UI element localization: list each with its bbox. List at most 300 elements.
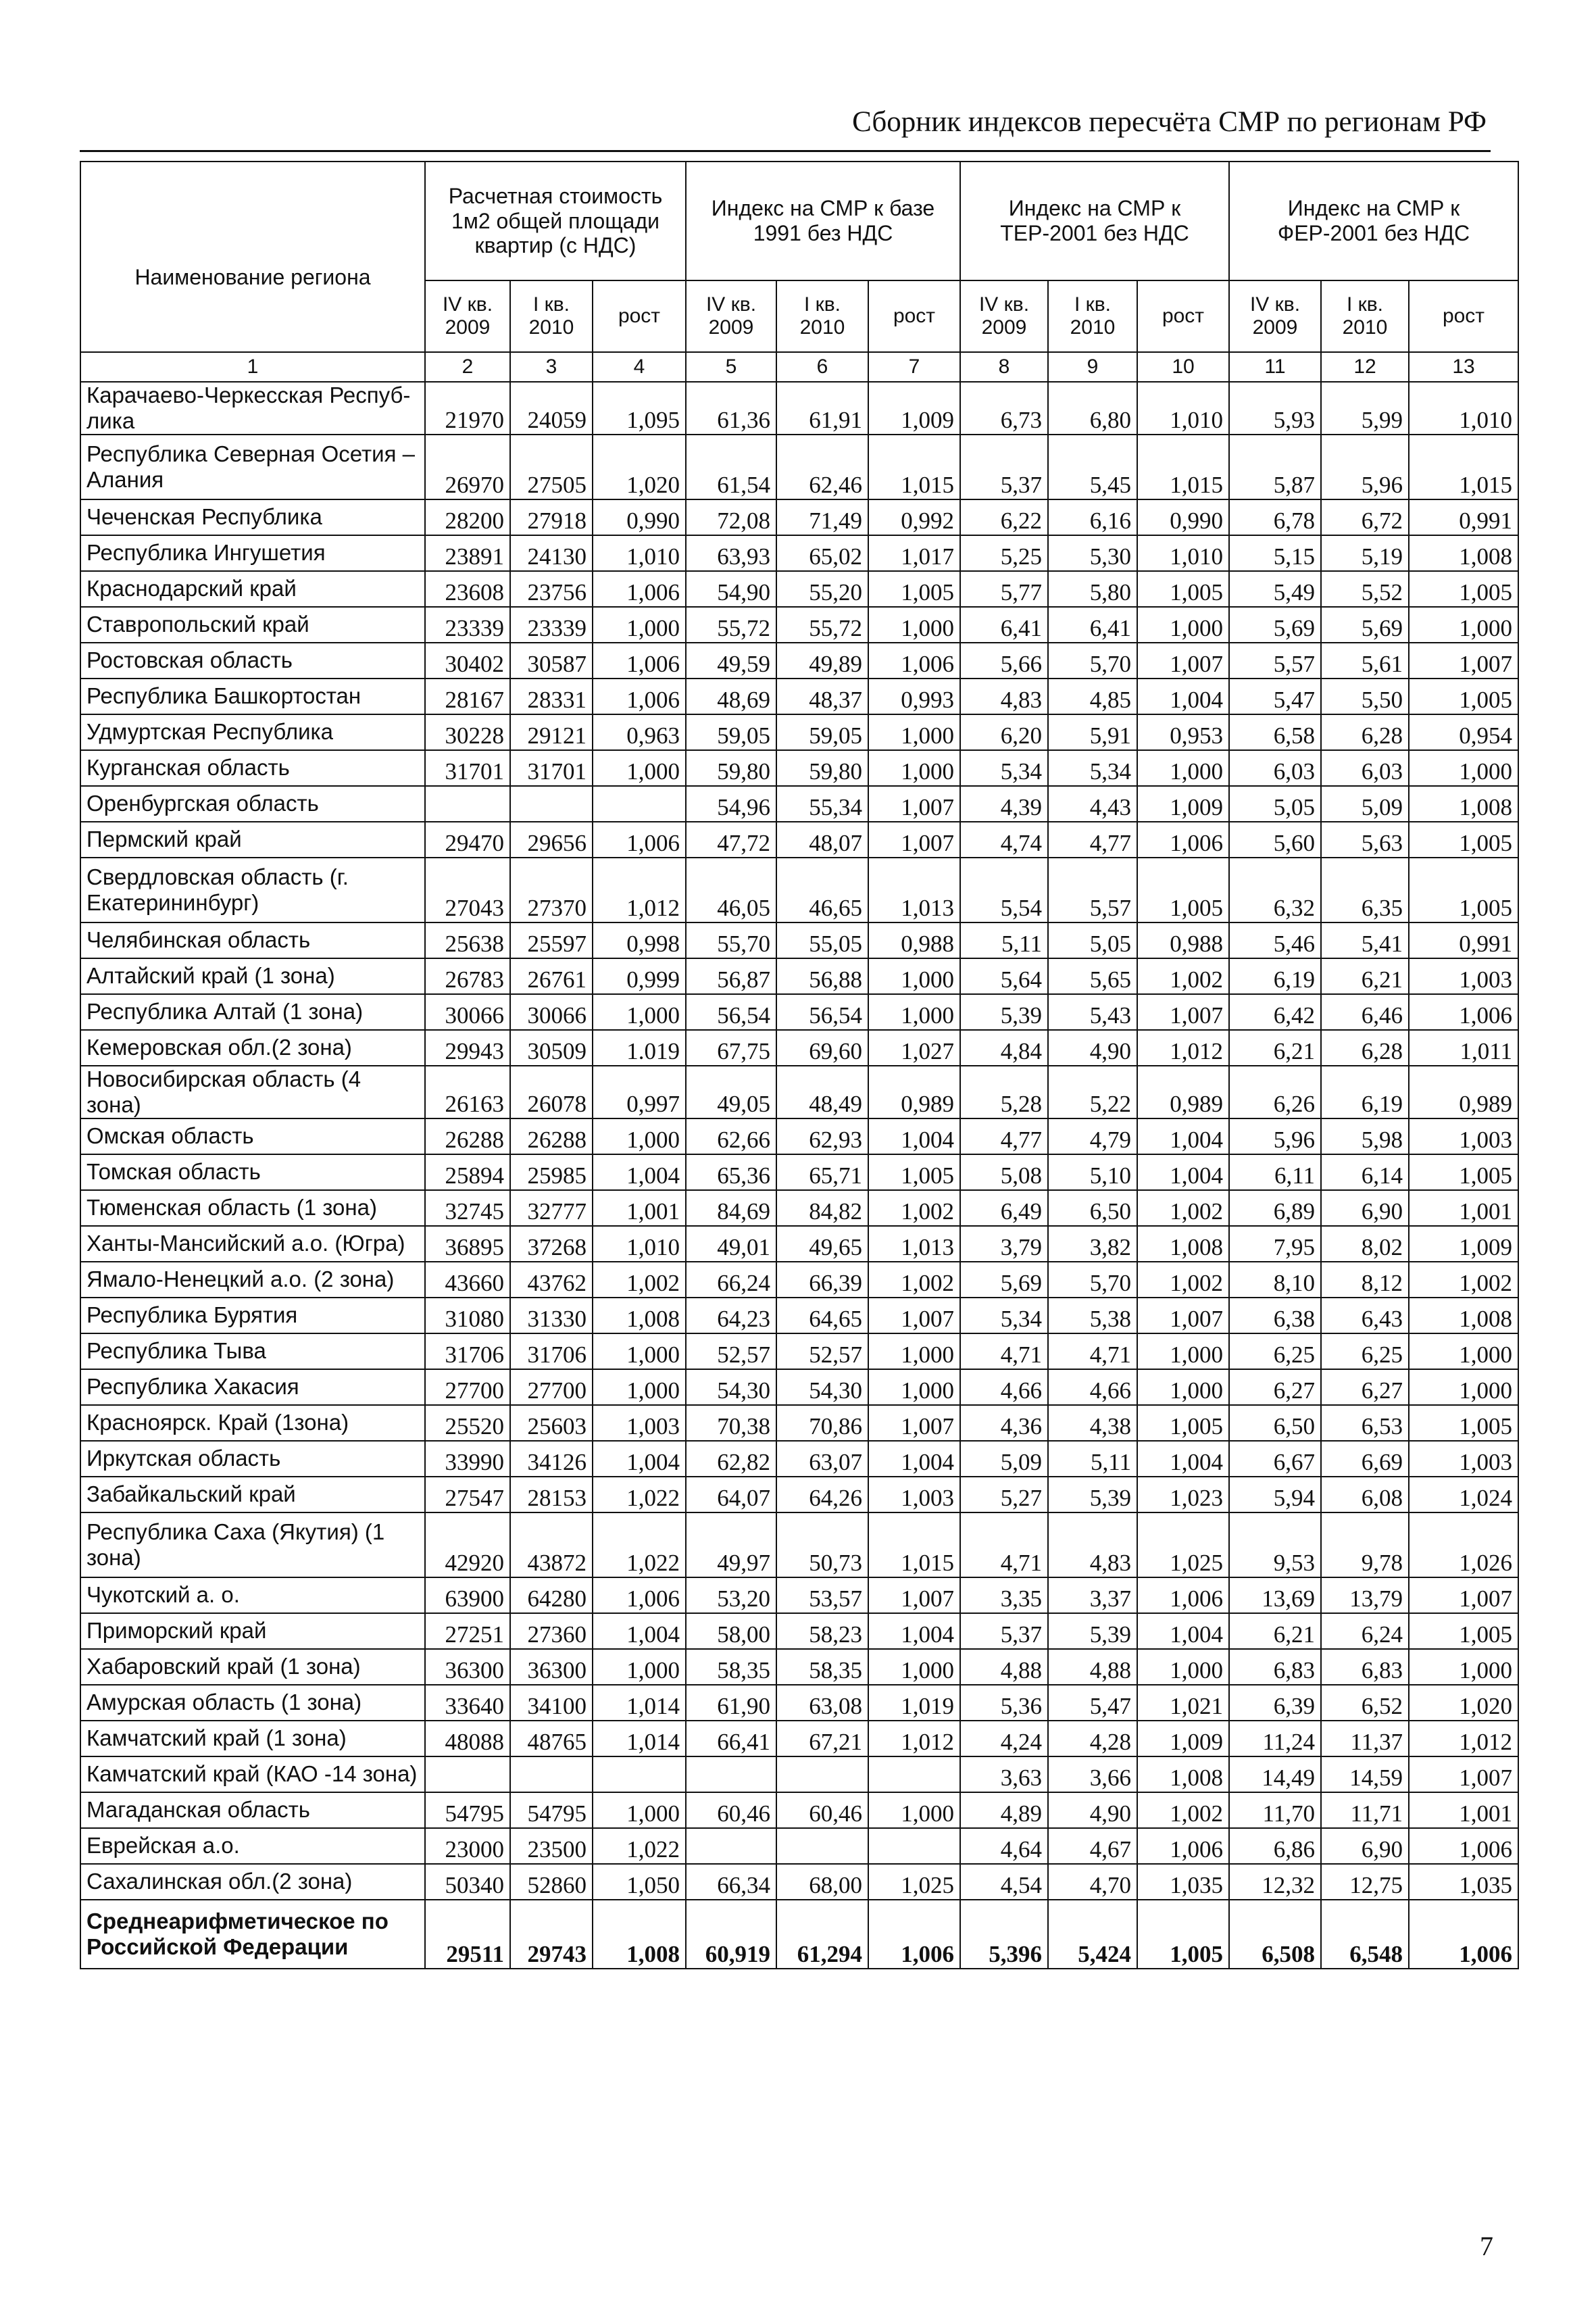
value-cell: 1,007 xyxy=(868,1577,960,1613)
region-name: Республика Тыва xyxy=(80,1333,425,1369)
table-row xyxy=(80,1828,1518,1864)
value-cell xyxy=(776,1756,868,1792)
value-cell: 1,008 xyxy=(593,1900,686,1969)
value-cell: 36300 xyxy=(425,1649,510,1685)
value-cell: 72,08 xyxy=(686,499,776,535)
value-cell: 71,49 xyxy=(776,499,868,535)
value-cell: 4,28 xyxy=(1048,1721,1137,1756)
value-cell: 6,20 xyxy=(960,714,1048,750)
value-cell: 54,30 xyxy=(686,1369,776,1405)
value-cell: 6,21 xyxy=(1229,1613,1321,1649)
value-cell: 1,004 xyxy=(868,1613,960,1649)
region-name: Еврейская а.о. xyxy=(80,1828,425,1864)
value-cell: 5,38 xyxy=(1048,1298,1137,1333)
value-cell: 53,57 xyxy=(776,1577,868,1613)
value-cell: 11,70 xyxy=(1229,1792,1321,1828)
value-cell: 6,53 xyxy=(1321,1405,1409,1441)
value-cell: 1,022 xyxy=(593,1477,686,1512)
value-cell: 14,49 xyxy=(1229,1756,1321,1792)
table-row xyxy=(80,1649,1518,1685)
header-rule xyxy=(80,150,1491,152)
value-cell: 27360 xyxy=(510,1613,593,1649)
value-cell: 1,003 xyxy=(1409,958,1518,994)
value-cell: 1,000 xyxy=(593,607,686,643)
value-cell: 6,28 xyxy=(1321,714,1409,750)
value-cell: 32745 xyxy=(425,1190,510,1226)
value-cell: 4,88 xyxy=(1048,1649,1137,1685)
value-cell: 1,022 xyxy=(593,1512,686,1577)
value-cell: 55,34 xyxy=(776,786,868,822)
value-cell: 4,70 xyxy=(1048,1864,1137,1900)
value-cell: 1,025 xyxy=(1137,1512,1229,1577)
value-cell: 9,78 xyxy=(1321,1512,1409,1577)
value-cell: 6,21 xyxy=(1321,958,1409,994)
value-cell: 5,65 xyxy=(1048,958,1137,994)
value-cell: 14,59 xyxy=(1321,1756,1409,1792)
value-cell: 1,017 xyxy=(868,535,960,571)
value-cell: 61,294 xyxy=(776,1900,868,1969)
value-cell: 6,80 xyxy=(1048,382,1137,435)
value-cell: 1,002 xyxy=(1137,958,1229,994)
value-cell: 1,000 xyxy=(1137,1333,1229,1369)
value-cell: 1,010 xyxy=(1137,535,1229,571)
value-cell: 1,004 xyxy=(1137,1441,1229,1477)
region-name: Карачаево-Черкесская Респуб-лика xyxy=(80,382,425,435)
value-cell: 1,008 xyxy=(1137,1226,1229,1262)
value-cell: 1,003 xyxy=(868,1477,960,1512)
value-cell: 54,90 xyxy=(686,571,776,607)
subheader: IV кв. 2009 xyxy=(1229,280,1321,352)
table-row xyxy=(80,1298,1518,1333)
value-cell: 1,005 xyxy=(1137,1900,1229,1969)
value-cell: 69,60 xyxy=(776,1030,868,1066)
value-cell: 1,002 xyxy=(1137,1262,1229,1298)
value-cell: 1,012 xyxy=(1409,1721,1518,1756)
value-cell: 64280 xyxy=(510,1577,593,1613)
value-cell xyxy=(593,786,686,822)
value-cell: 29511 xyxy=(425,1900,510,1969)
value-cell: 50,73 xyxy=(776,1512,868,1577)
value-cell: 5,37 xyxy=(960,435,1048,499)
value-cell: 1,008 xyxy=(1409,786,1518,822)
value-cell: 0,988 xyxy=(1137,922,1229,958)
value-cell: 1,006 xyxy=(868,1900,960,1969)
value-cell: 59,05 xyxy=(686,714,776,750)
value-cell: 31701 xyxy=(510,750,593,786)
table-row xyxy=(80,382,1518,435)
value-cell: 6,41 xyxy=(1048,607,1137,643)
value-cell: 55,05 xyxy=(776,922,868,958)
value-cell: 1,006 xyxy=(593,571,686,607)
value-cell: 30228 xyxy=(425,714,510,750)
value-cell: 1,000 xyxy=(1137,607,1229,643)
value-cell: 54,30 xyxy=(776,1369,868,1405)
value-cell: 1,004 xyxy=(593,1613,686,1649)
value-cell: 1,026 xyxy=(1409,1512,1518,1577)
region-name: Ставропольский край xyxy=(80,607,425,643)
value-cell: 4,71 xyxy=(960,1512,1048,1577)
value-cell: 0,991 xyxy=(1409,922,1518,958)
region-name: Хабаровский край (1 зона) xyxy=(80,1649,425,1685)
value-cell: 1,000 xyxy=(593,1649,686,1685)
value-cell: 1,005 xyxy=(1409,822,1518,858)
table-row xyxy=(80,858,1518,922)
value-cell: 4,67 xyxy=(1048,1828,1137,1864)
value-cell: 33640 xyxy=(425,1685,510,1721)
value-cell: 64,65 xyxy=(776,1298,868,1333)
value-cell: 8,12 xyxy=(1321,1262,1409,1298)
value-cell: 6,27 xyxy=(1229,1369,1321,1405)
value-cell: 29943 xyxy=(425,1030,510,1066)
value-cell: 32777 xyxy=(510,1190,593,1226)
value-cell: 1,000 xyxy=(1409,1369,1518,1405)
value-cell: 1,004 xyxy=(1137,1118,1229,1154)
value-cell: 33990 xyxy=(425,1441,510,1477)
region-name: Республика Бурятия xyxy=(80,1298,425,1333)
value-cell: 1,005 xyxy=(1409,858,1518,922)
value-cell: 1,000 xyxy=(868,1649,960,1685)
value-cell: 4,90 xyxy=(1048,1792,1137,1828)
value-cell: 1,002 xyxy=(868,1262,960,1298)
value-cell: 1,006 xyxy=(593,643,686,679)
value-cell: 49,01 xyxy=(686,1226,776,1262)
value-cell: 5,87 xyxy=(1229,435,1321,499)
value-cell: 26163 xyxy=(425,1066,510,1118)
value-cell: 0,954 xyxy=(1409,714,1518,750)
value-cell: 25597 xyxy=(510,922,593,958)
value-cell: 6,42 xyxy=(1229,994,1321,1030)
value-cell: 25985 xyxy=(510,1154,593,1190)
value-cell: 62,93 xyxy=(776,1118,868,1154)
value-cell xyxy=(425,786,510,822)
value-cell: 1,012 xyxy=(868,1721,960,1756)
value-cell: 6,32 xyxy=(1229,858,1321,922)
value-cell: 6,72 xyxy=(1321,499,1409,535)
value-cell: 5,45 xyxy=(1048,435,1137,499)
value-cell: 28153 xyxy=(510,1477,593,1512)
value-cell: 0,963 xyxy=(593,714,686,750)
value-cell: 1,027 xyxy=(868,1030,960,1066)
value-cell: 26288 xyxy=(425,1118,510,1154)
value-cell: 6,24 xyxy=(1321,1613,1409,1649)
value-cell: 23608 xyxy=(425,571,510,607)
subheader: I кв. 2010 xyxy=(1321,280,1409,352)
value-cell: 0,991 xyxy=(1409,499,1518,535)
value-cell: 31330 xyxy=(510,1298,593,1333)
table-row xyxy=(80,922,1518,958)
value-cell: 49,89 xyxy=(776,643,868,679)
value-cell: 4,77 xyxy=(1048,822,1137,858)
value-cell: 6,83 xyxy=(1229,1649,1321,1685)
column-number: 4 xyxy=(593,352,686,382)
value-cell: 3,37 xyxy=(1048,1577,1137,1613)
value-cell: 6,25 xyxy=(1321,1333,1409,1369)
value-cell: 4,36 xyxy=(960,1405,1048,1441)
value-cell: 56,54 xyxy=(776,994,868,1030)
value-cell: 1,001 xyxy=(1409,1792,1518,1828)
value-cell: 62,46 xyxy=(776,435,868,499)
value-cell: 0,998 xyxy=(593,922,686,958)
region-name: Ямало-Ненецкий а.о. (2 зона) xyxy=(80,1262,425,1298)
value-cell: 66,39 xyxy=(776,1262,868,1298)
value-cell: 67,75 xyxy=(686,1030,776,1066)
value-cell: 56,87 xyxy=(686,958,776,994)
value-cell xyxy=(776,1828,868,1864)
value-cell: 4,83 xyxy=(960,679,1048,714)
value-cell: 1,000 xyxy=(593,750,686,786)
value-cell: 56,88 xyxy=(776,958,868,994)
value-cell: 60,919 xyxy=(686,1900,776,1969)
value-cell: 1,005 xyxy=(1137,858,1229,922)
value-cell: 3,63 xyxy=(960,1756,1048,1792)
value-cell: 6,39 xyxy=(1229,1685,1321,1721)
value-cell: 1,004 xyxy=(868,1118,960,1154)
value-cell: 5,36 xyxy=(960,1685,1048,1721)
value-cell: 6,38 xyxy=(1229,1298,1321,1333)
value-cell: 48,37 xyxy=(776,679,868,714)
subheader: I кв. 2010 xyxy=(1048,280,1137,352)
column-number: 2 xyxy=(425,352,510,382)
table-row xyxy=(80,994,1518,1030)
subheader: I кв. 2010 xyxy=(776,280,868,352)
table-row xyxy=(80,499,1518,535)
value-cell: 1,012 xyxy=(1137,1030,1229,1066)
value-cell: 23891 xyxy=(425,535,510,571)
value-cell: 6,27 xyxy=(1321,1369,1409,1405)
value-cell: 6,19 xyxy=(1321,1066,1409,1118)
value-cell: 1,005 xyxy=(1409,571,1518,607)
subheader: IV кв. 2009 xyxy=(686,280,776,352)
value-cell: 5,57 xyxy=(1048,858,1137,922)
value-cell: 5,424 xyxy=(1048,1900,1137,1969)
value-cell: 6,14 xyxy=(1321,1154,1409,1190)
value-cell xyxy=(593,1756,686,1792)
table-row xyxy=(80,1262,1518,1298)
value-cell: 1,024 xyxy=(1409,1477,1518,1512)
value-cell: 5,25 xyxy=(960,535,1048,571)
value-cell: 6,41 xyxy=(960,607,1048,643)
value-cell: 1,013 xyxy=(868,858,960,922)
value-cell: 6,69 xyxy=(1321,1441,1409,1477)
region-name: Пермский край xyxy=(80,822,425,858)
value-cell: 27918 xyxy=(510,499,593,535)
value-cell: 6,19 xyxy=(1229,958,1321,994)
value-cell: 1,000 xyxy=(1409,1333,1518,1369)
region-name: Оренбургская область xyxy=(80,786,425,822)
table-row xyxy=(80,1512,1518,1577)
value-cell: 1,009 xyxy=(1137,1721,1229,1756)
value-cell: 1,008 xyxy=(1409,535,1518,571)
region-name: Новосибирская область (4 зона) xyxy=(80,1066,425,1118)
value-cell: 46,05 xyxy=(686,858,776,922)
value-cell: 0,992 xyxy=(868,499,960,535)
value-cell: 5,66 xyxy=(960,643,1048,679)
value-cell: 5,70 xyxy=(1048,643,1137,679)
value-cell: 1,003 xyxy=(1409,1118,1518,1154)
group-header-ter: Индекс на СМР к ТЕР-2001 без НДС xyxy=(960,162,1229,280)
value-cell: 26783 xyxy=(425,958,510,994)
value-cell: 26970 xyxy=(425,435,510,499)
value-cell: 56,54 xyxy=(686,994,776,1030)
region-name: Республика Алтай (1 зона) xyxy=(80,994,425,1030)
value-cell: 5,396 xyxy=(960,1900,1048,1969)
value-cell: 6,08 xyxy=(1321,1477,1409,1512)
region-name: Среднеарифметическое по Российской Федерации xyxy=(80,1900,425,1969)
table-row xyxy=(80,1154,1518,1190)
value-cell: 1,000 xyxy=(868,1333,960,1369)
value-cell: 6,25 xyxy=(1229,1333,1321,1369)
value-cell: 1,095 xyxy=(593,382,686,435)
value-cell: 1,000 xyxy=(868,994,960,1030)
table-row xyxy=(80,1613,1518,1649)
value-cell: 1,007 xyxy=(1137,643,1229,679)
region-name: Сахалинская обл.(2 зона) xyxy=(80,1864,425,1900)
value-cell: 42920 xyxy=(425,1512,510,1577)
subheader: рост xyxy=(1409,280,1518,352)
value-cell: 1,000 xyxy=(868,958,960,994)
value-cell: 1,004 xyxy=(593,1154,686,1190)
value-cell: 1,010 xyxy=(593,535,686,571)
value-cell: 1,002 xyxy=(868,1190,960,1226)
value-cell: 8,02 xyxy=(1321,1226,1409,1262)
value-cell: 6,83 xyxy=(1321,1649,1409,1685)
value-cell: 34100 xyxy=(510,1685,593,1721)
value-cell: 48,49 xyxy=(776,1066,868,1118)
column-number: 5 xyxy=(686,352,776,382)
value-cell: 1,005 xyxy=(1137,571,1229,607)
region-name: Магаданская область xyxy=(80,1792,425,1828)
value-cell: 5,27 xyxy=(960,1477,1048,1512)
value-cell: 1,006 xyxy=(593,1577,686,1613)
value-cell: 58,35 xyxy=(776,1649,868,1685)
value-cell: 5,94 xyxy=(1229,1477,1321,1512)
value-cell: 1,003 xyxy=(1409,1441,1518,1477)
column-number: 3 xyxy=(510,352,593,382)
value-cell: 1,006 xyxy=(1409,994,1518,1030)
subheader: рост xyxy=(868,280,960,352)
value-cell: 5,52 xyxy=(1321,571,1409,607)
value-cell: 48765 xyxy=(510,1721,593,1756)
value-cell: 6,03 xyxy=(1321,750,1409,786)
table-row xyxy=(80,714,1518,750)
value-cell xyxy=(686,1756,776,1792)
value-cell: 5,96 xyxy=(1321,435,1409,499)
value-cell: 1,000 xyxy=(1137,1369,1229,1405)
table-row xyxy=(80,1333,1518,1369)
value-cell: 31080 xyxy=(425,1298,510,1333)
value-cell: 1,007 xyxy=(1137,1298,1229,1333)
value-cell: 1,007 xyxy=(868,786,960,822)
value-cell: 4,66 xyxy=(960,1369,1048,1405)
value-cell: 1,000 xyxy=(868,1792,960,1828)
value-cell: 1,014 xyxy=(593,1721,686,1756)
table-row xyxy=(80,1685,1518,1721)
value-cell: 27700 xyxy=(510,1369,593,1405)
table-row xyxy=(80,1369,1518,1405)
region-name: Ханты-Мансийский а.о. (Югра) xyxy=(80,1226,425,1262)
value-cell: 4,83 xyxy=(1048,1512,1137,1577)
value-cell: 6,73 xyxy=(960,382,1048,435)
value-cell: 5,05 xyxy=(1229,786,1321,822)
region-name: Алтайский край (1 зона) xyxy=(80,958,425,994)
value-cell: 6,78 xyxy=(1229,499,1321,535)
region-name: Республика Ингушетия xyxy=(80,535,425,571)
value-cell: 1,000 xyxy=(868,714,960,750)
value-cell: 1,002 xyxy=(593,1262,686,1298)
value-cell: 1,004 xyxy=(1137,679,1229,714)
value-cell: 0,997 xyxy=(593,1066,686,1118)
region-name: Камчатский край (1 зона) xyxy=(80,1721,425,1756)
value-cell: 5,05 xyxy=(1048,922,1137,958)
value-cell: 23756 xyxy=(510,571,593,607)
value-cell: 25520 xyxy=(425,1405,510,1441)
value-cell: 65,71 xyxy=(776,1154,868,1190)
value-cell: 47,72 xyxy=(686,822,776,858)
region-name: Красноярск. Край (1зона) xyxy=(80,1405,425,1441)
value-cell xyxy=(510,786,593,822)
value-cell: 1,006 xyxy=(1409,1900,1518,1969)
value-cell: 61,91 xyxy=(776,382,868,435)
value-cell: 1,001 xyxy=(1409,1190,1518,1226)
value-cell: 6,548 xyxy=(1321,1900,1409,1969)
region-name: Кемеровская обл.(2 зона) xyxy=(80,1030,425,1066)
value-cell: 0,989 xyxy=(1137,1066,1229,1118)
region-name: Ростовская область xyxy=(80,643,425,679)
value-cell: 21970 xyxy=(425,382,510,435)
value-cell: 13,69 xyxy=(1229,1577,1321,1613)
table-row xyxy=(80,607,1518,643)
value-cell: 46,65 xyxy=(776,858,868,922)
value-cell: 4,38 xyxy=(1048,1405,1137,1441)
value-cell: 61,90 xyxy=(686,1685,776,1721)
value-cell: 3,66 xyxy=(1048,1756,1137,1792)
value-cell: 1,020 xyxy=(1409,1685,1518,1721)
value-cell: 1,005 xyxy=(1409,1154,1518,1190)
value-cell: 1,005 xyxy=(868,571,960,607)
value-cell: 1,007 xyxy=(1409,1756,1518,1792)
value-cell: 66,34 xyxy=(686,1864,776,1900)
value-cell: 68,00 xyxy=(776,1864,868,1900)
value-cell: 0,953 xyxy=(1137,714,1229,750)
value-cell: 1,008 xyxy=(1409,1298,1518,1333)
value-cell: 5,99 xyxy=(1321,382,1409,435)
value-cell: 66,41 xyxy=(686,1721,776,1756)
value-cell: 1,023 xyxy=(1137,1477,1229,1512)
value-cell: 5,41 xyxy=(1321,922,1409,958)
value-cell: 31706 xyxy=(510,1333,593,1369)
value-cell: 1,015 xyxy=(1137,435,1229,499)
value-cell: 5,39 xyxy=(960,994,1048,1030)
value-cell: 55,20 xyxy=(776,571,868,607)
value-cell: 27043 xyxy=(425,858,510,922)
value-cell: 28167 xyxy=(425,679,510,714)
column-number: 13 xyxy=(1409,352,1518,382)
value-cell: 65,36 xyxy=(686,1154,776,1190)
value-cell: 5,49 xyxy=(1229,571,1321,607)
value-cell: 6,508 xyxy=(1229,1900,1321,1969)
column-number: 12 xyxy=(1321,352,1409,382)
value-cell: 1,000 xyxy=(868,1369,960,1405)
value-cell: 43660 xyxy=(425,1262,510,1298)
value-cell: 5,10 xyxy=(1048,1154,1137,1190)
value-cell: 64,26 xyxy=(776,1477,868,1512)
region-name: Томская область xyxy=(80,1154,425,1190)
region-name: Тюменская область (1 зона) xyxy=(80,1190,425,1226)
value-cell: 70,38 xyxy=(686,1405,776,1441)
value-cell: 43872 xyxy=(510,1512,593,1577)
value-cell: 52,57 xyxy=(686,1333,776,1369)
value-cell: 55,72 xyxy=(776,607,868,643)
